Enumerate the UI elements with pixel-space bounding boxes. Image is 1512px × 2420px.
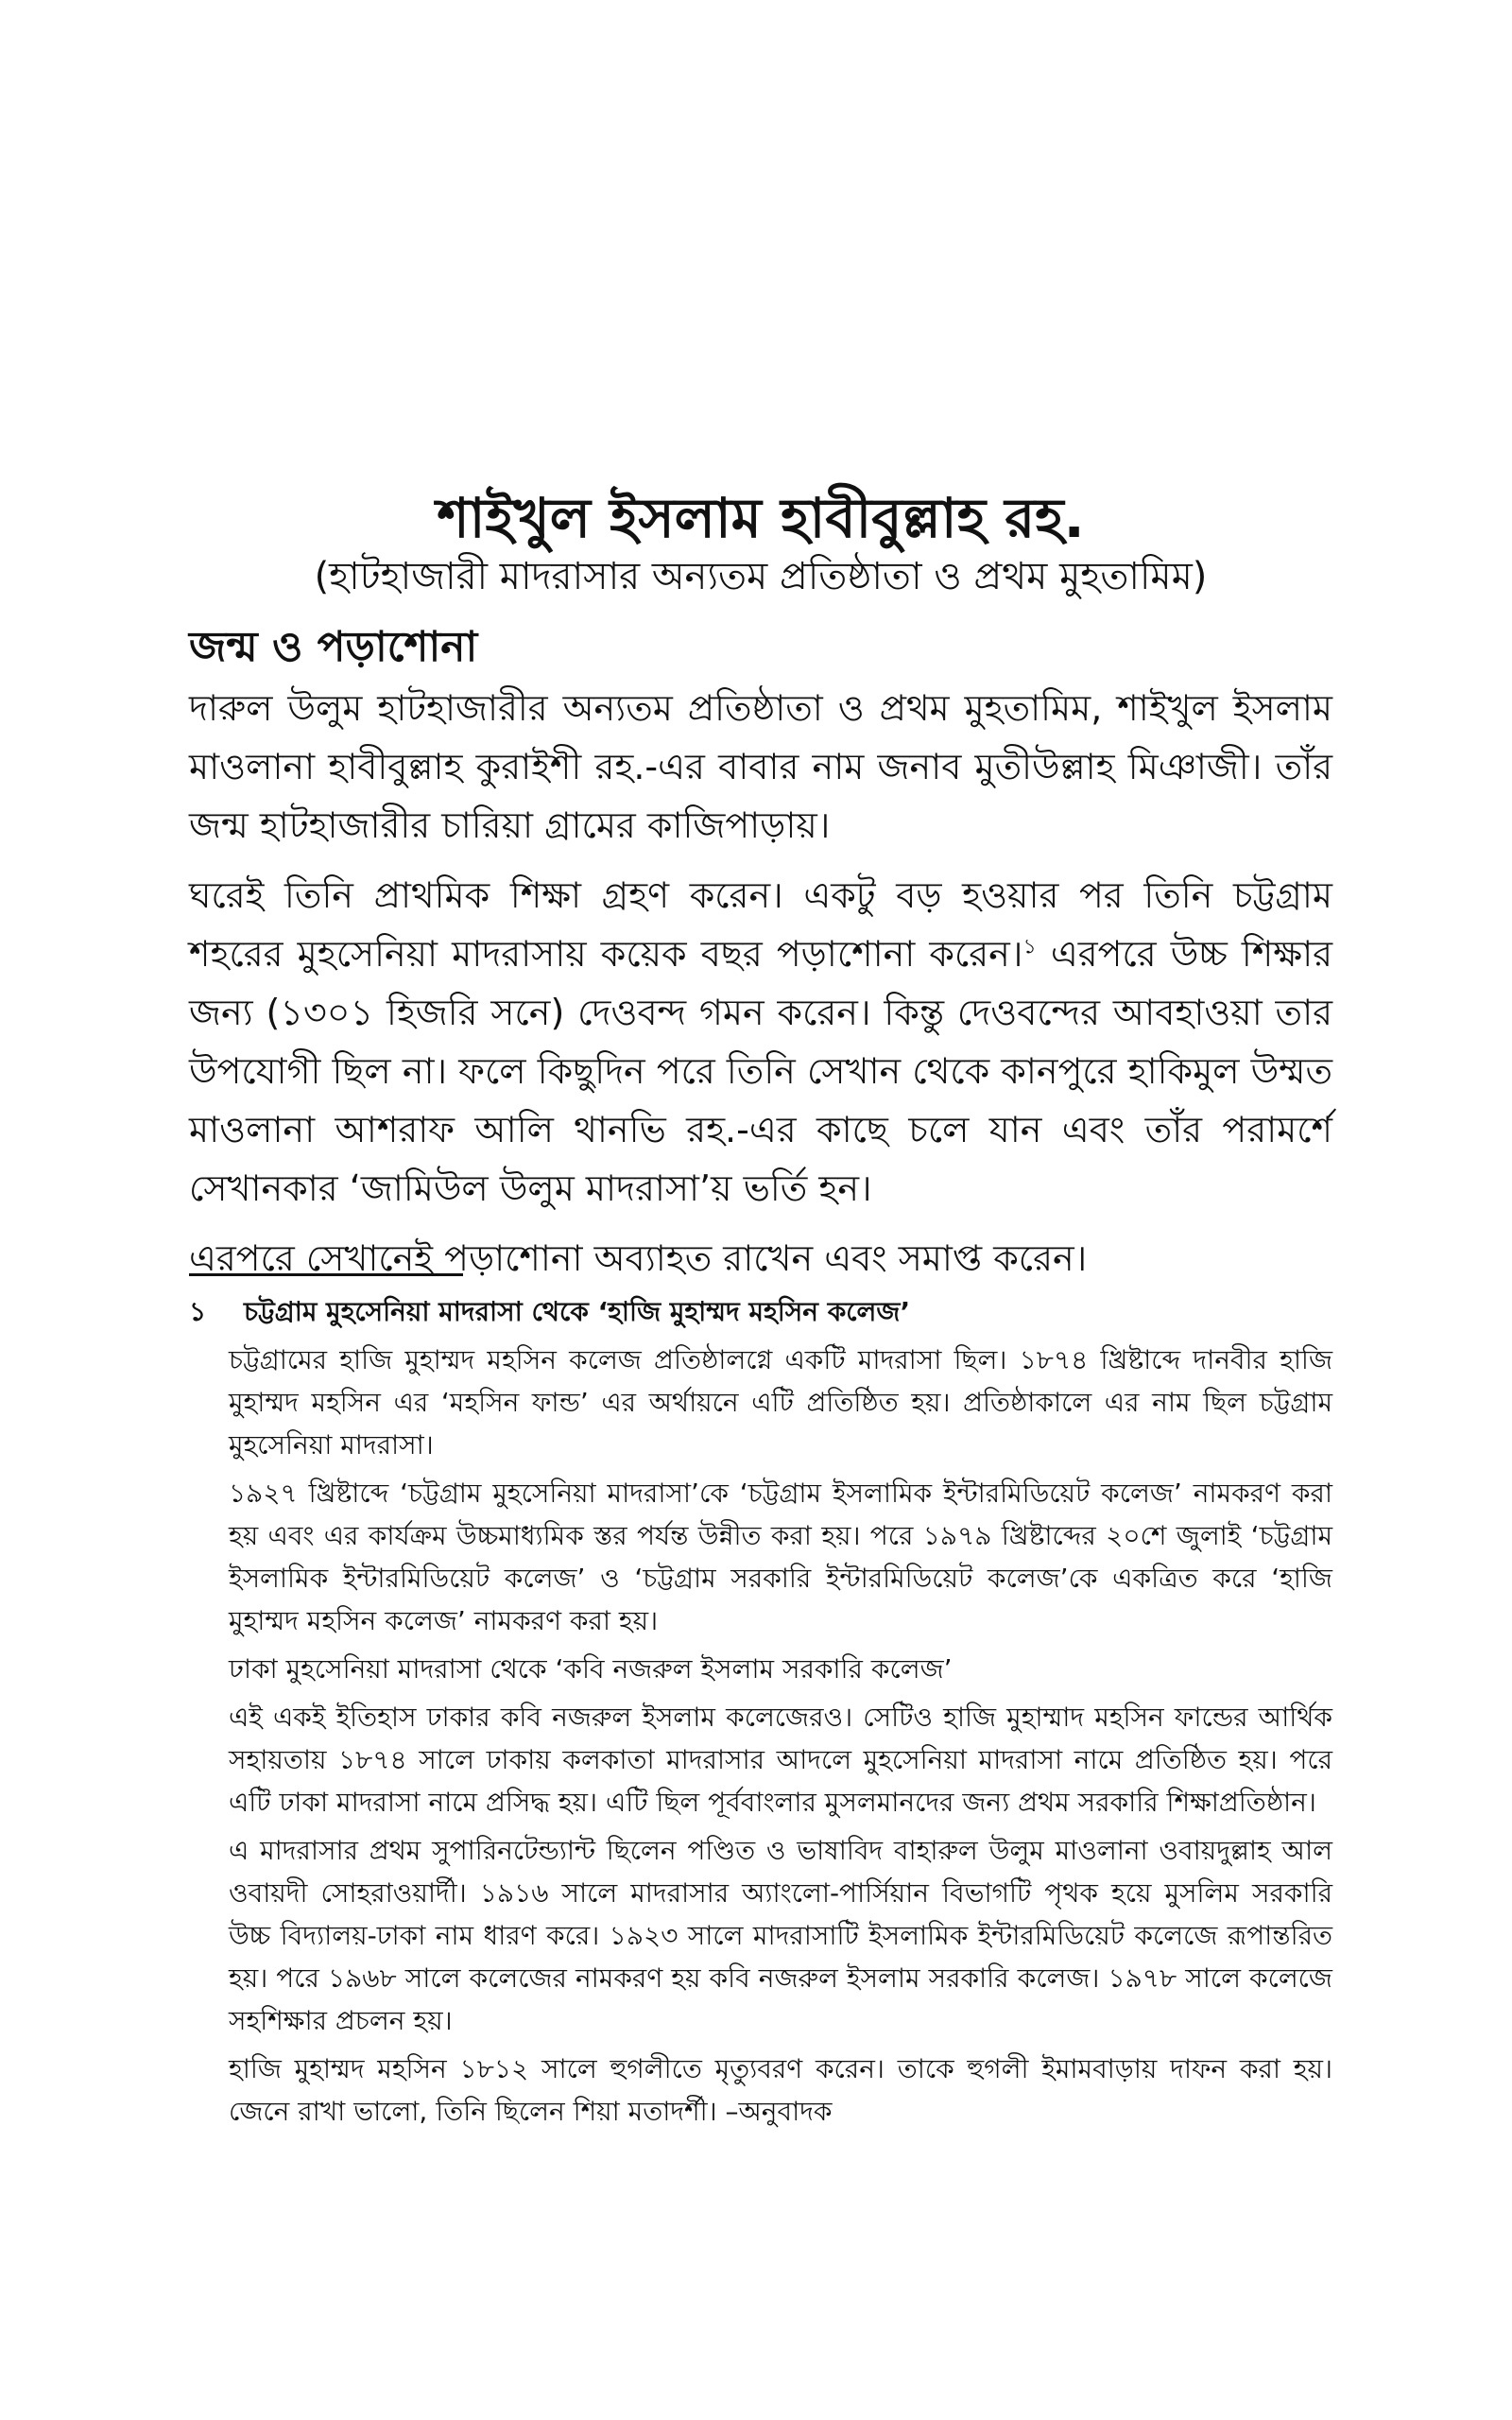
- body-paragraph: [189, 866, 1332, 1218]
- footnote-paragraph: চট্টগ্রামের হাজি মুহাম্মদ মহসিন কলেজ প্রতিষ্ঠালগ্নে একটি মাদরাসা ছিল। ১৮৭৪ খ্রিষ্টাব্দে দানবীর হাজি মুহাম্মদ মহসিন এর ‘মহসিন ফান্ড’ এর অর্থায়নে এটি প্রতিষ্ঠিত হয়। প্রতিষ্ঠাকালে এর নাম ছিল চট্টগ্রাম মুহসেনিয়া মাদরাসা।: [229, 1344, 1332, 1461]
- book-page: [189, 0, 1332, 2420]
- footnote-paragraph: ১৯২৭ খ্রিষ্টাব্দে ‘চট্টগ্রাম মুহসেনিয়া মাদরাসা’কে ‘চট্টগ্রাম ইসলামিক ইন্টারমিডিয়েট কলেজ’ নামকরণ করা হয় এবং এর কার্যক্রম উচ্চমাধ্যমিক স্তর পর্যন্ত উন্নীত করা হয়। পরে ১৯৭৯ খ্রিষ্টাব্দের ২০শে জুলাই ‘চট্টগ্রাম ইসলামিক ইন্টারমিডিয়েট কলেজ’ ও ‘চট্টগ্রাম সরকারি ইন্টারমিডিয়েট কলেজ’কে একত্রিত করে ‘হাজি মুহাম্মদ মহসিন কলেজ’ নামকরণ করা হয়।: [229, 1478, 1332, 1636]
- footnote-divider: [189, 1273, 463, 1276]
- footnote-title: চট্টগ্রাম মুহসেনিয়া মাদরাসা থেকে ‘হাজি মুহাম্মদ মহসিন কলেজ’: [244, 1296, 911, 1327]
- footnote-body: [189, 1339, 1332, 2133]
- footnote-reference[interactable]: ১: [1022, 935, 1037, 959]
- footnote: [189, 1290, 1332, 2138]
- body-paragraph-text: ঘরেই তিনি প্রাথমিক শিক্ষা গ্রহণ করেন। একটু বড় হওয়ার পর তিনি চট্টগ্রাম শহরের মুহসেনিয়া মাদরাসায় কয়েক বছর পড়াশোনা করেন।: [189, 874, 1332, 975]
- footnote-paragraph: হাজি মুহাম্মদ মহসিন ১৮১২ সালে হুগলীতে মৃত্যুবরণ করেন। তাকে হুগলী ইমামবাড়ায় দাফন করা হয়। জেনে রাখা ভালো, তিনি ছিলেন শিয়া মতাদর্শী। –অনুবাদক: [229, 2053, 1332, 2127]
- body-paragraph: দারুল উলুম হাটহাজারীর অন্যতম প্রতিষ্ঠাতা ও প্রথম মুহতামিম, শাইখুল ইসলাম মাওলানা হাবীবুল্লাহ কুরাইশী রহ.-এর বাবার নাম জনাব মুতীউল্লাহ মিঞাজী। তাঁর জন্ম হাটহাজারীর চারিয়া গ্রামের কাজিপাড়ায়।: [189, 687, 1332, 846]
- body-paragraph-text: এরপরে উচ্চ শিক্ষার জন্য (১৩০১ হিজরি সনে) দেওবন্দ গমন করেন। কিন্তু দেওবন্দের আবহাওয়া তার উপযোগী ছিল না। ফলে কিছুদিন পরে তিনি সেখান থেকে কানপুরে হাকিমুল উম্মত মাওলানা আশরাফ আলি থানভি রহ.-এর কাছে চলে যান এবং তাঁর পরামর্শে সেখানকার ‘জামিউল উলুম মাদরাসা’য় ভর্তি হন।: [189, 933, 1332, 1209]
- page-title: শাইখুল ইসলাম হাবীবুল্লাহ রহ.: [437, 486, 1085, 550]
- page-subtitle: (হাটহাজারী মাদরাসার অন্যতম প্রতিষ্ঠাতা ও প্রথম মুহতামিম): [314, 555, 1208, 598]
- footnote-heading: [189, 1290, 1332, 1333]
- footnote-number: ১: [189, 1296, 207, 1327]
- footnote-paragraph: এ মাদরাসার প্রথম সুপারিনটেন্ড্যান্ট ছিলেন পণ্ডিত ও ভাষাবিদ বাহারুল উলুম মাওলানা ওবায়দুল্লাহ আল ওবায়দী সোহরাওয়ার্দী। ১৯১৬ সালে মাদরাসার অ্যাংলো-পার্সিয়ান বিভাগটি পৃথক হয়ে মুসলিম সরকারি উচ্চ বিদ্যালয়-ঢাকা নাম ধারণ করে। ১৯২৩ সালে মাদরাসাটি ইসলামিক ইন্টারমিডিয়েট কলেজে রূপান্তরিত হয়। পরে ১৯৬৮ সালে কলেজের নামকরণ হয় কবি নজরুল ইসলাম সরকারি কলেজ। ১৯৭৮ সালে কলেজে সহশিক্ষার প্রচলন হয়।: [229, 1835, 1332, 2036]
- footnote-paragraph: ঢাকা মুহসেনিয়া মাদরাসা থেকে ‘কবি নজরুল ইসলাম সরকারি কলেজ’: [229, 1653, 953, 1685]
- section-heading: জন্ম ও পড়াশোনা: [189, 623, 478, 671]
- body-text: [189, 679, 1332, 1299]
- body-paragraph: এরপরে সেখানেই পড়াশোনা অব্যাহত রাখেন এবং সমাপ্ত করেন।: [189, 1237, 1088, 1279]
- footnote-paragraph: এই একই ইতিহাস ঢাকার কবি নজরুল ইসলাম কলেজেরও। সেটিও হাজি মুহাম্মাদ মহসিন ফান্ডের আর্থিক সহায়তায় ১৮৭৪ সালে ঢাকায় কলকাতা মাদরাসার আদলে মুহসেনিয়া মাদরাসা নামে প্রতিষ্ঠিত হয়। পরে এটি ঢাকা মাদরাসা নামে প্রসিদ্ধ হয়। এটি ছিল পূর্ববাংলার মুসলমানদের জন্য প্রথম সরকারি শিক্ষাপ্রতিষ্ঠান।: [229, 1702, 1332, 1818]
